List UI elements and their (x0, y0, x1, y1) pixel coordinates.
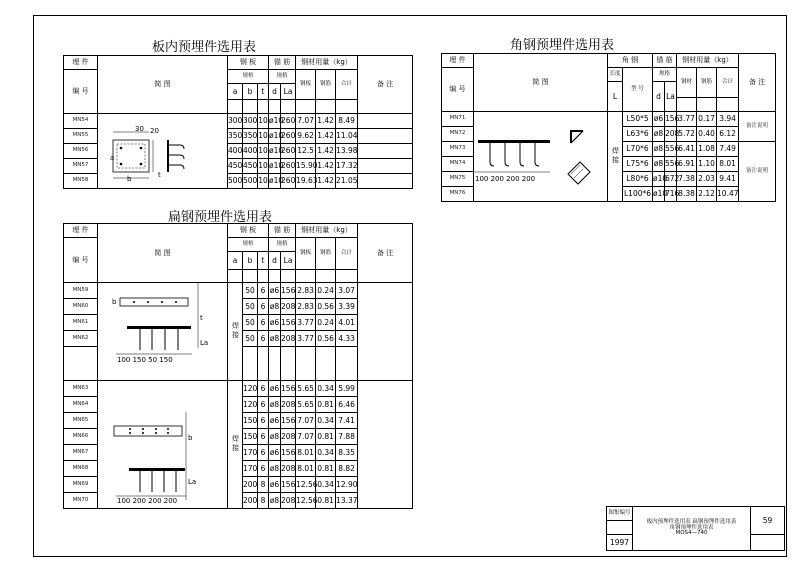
cell-w2: 0.24 (316, 315, 336, 331)
cell-b: 300 (243, 114, 258, 129)
table-row-code (64, 347, 98, 381)
title-block-desc (633, 507, 751, 551)
cell-la: 208 (281, 429, 296, 445)
angle-header-diagram: 简 图 (474, 54, 608, 112)
cell-t: 6 (258, 461, 269, 477)
plate-table-title: 板内预埋件选用表 (152, 40, 257, 55)
cell-w2: 0.34 (316, 413, 336, 429)
flat-header-w1: 钢板 (296, 238, 316, 270)
cell-w3: 11.04 (336, 129, 358, 144)
cell-w2: 1.42 (316, 174, 336, 189)
cell-t: 6 (258, 315, 269, 331)
dim-a-label: a (110, 154, 115, 162)
angle-header-w1: 钢材 (677, 68, 697, 98)
cell-la: 260 (281, 129, 296, 144)
flat-header-d: d (269, 252, 281, 270)
dim-b-label: b (188, 434, 193, 442)
cell-w1: 3.77 (296, 331, 316, 347)
table-row-code: MN59 (64, 283, 98, 299)
flat-header-anchor: 锚 筋 (269, 224, 296, 238)
cell-w2: 1.42 (316, 159, 336, 174)
cell-note (358, 144, 413, 159)
cell-w3: 8.35 (336, 445, 358, 461)
cell-t: 6 (258, 397, 269, 413)
angle-header-plate: 角 钢 (608, 54, 653, 68)
plate-header-a: a (228, 84, 243, 100)
cell-w2: 1.42 (316, 144, 336, 159)
plate-header-w1: 钢板 (296, 70, 316, 100)
cell-b: 120 (243, 381, 258, 397)
cell-t: 6 (258, 283, 269, 299)
cell-la: 260 (281, 114, 296, 129)
cell-d: ø8 (653, 142, 665, 157)
flat-table-title: 扁钢预埋件选用表 (168, 210, 273, 225)
cell-b: 150 (243, 413, 258, 429)
table-row-code: MN60 (64, 299, 98, 315)
table-row-code: MN56 (64, 144, 98, 159)
cell-w1: 7.07 (296, 114, 316, 129)
cell-w3: 12.90 (336, 477, 358, 493)
cell-w1: 5.72 (677, 127, 697, 142)
cell-la: 556 (665, 157, 677, 172)
angle-header-no: 编 号 (442, 68, 474, 112)
dim-b-label: b (127, 175, 132, 183)
flat-header-spec2: 规格 (269, 238, 296, 252)
cell-w2: 0.81 (316, 397, 336, 413)
cell-w1: 12.5 (296, 144, 316, 159)
cell-note (358, 159, 413, 174)
flat-header-t: t (258, 252, 269, 270)
cell-w2: 1.42 (316, 129, 336, 144)
cell-w1: 7.07 (296, 429, 316, 445)
weld-note-text: 焊接 (231, 321, 240, 340)
angle-header-weight: 钢材用量（kg） (677, 54, 739, 68)
cell-w3: 10.47 (717, 187, 739, 202)
cell-b: 50 (243, 331, 258, 347)
flat-header-spec: 规格 (228, 238, 269, 252)
cell-w2: 0.34 (316, 381, 336, 397)
angle-header-d: d (653, 82, 665, 112)
cell-la: 156 (281, 413, 296, 429)
cell-t: 10 (258, 114, 269, 129)
cell-d: ø10 (269, 174, 281, 189)
table-row-code: MN55 (64, 129, 98, 144)
cell-b: 50 (243, 283, 258, 299)
cell-la: 208 (281, 299, 296, 315)
cell-b: 170 (243, 461, 258, 477)
cell-w1: 9.62 (296, 129, 316, 144)
cell-t: 10 (258, 159, 269, 174)
flat-side-note-bot (228, 381, 243, 509)
cell-w1: 6.41 (677, 142, 697, 157)
plate-diagram-cell (98, 114, 228, 189)
cell-w3: 7.88 (336, 429, 358, 445)
cell-t: 6 (258, 413, 269, 429)
flat-diagram-top-cell (98, 283, 228, 381)
cell-w1: 5.65 (296, 381, 316, 397)
table-row-code: MN70 (64, 493, 98, 509)
title-block-label: 图集编号 (607, 507, 633, 521)
flat-header-part: 埋 件 (64, 224, 98, 238)
cell-w2: 0.24 (316, 283, 336, 299)
flat-header-note: 备 注 (358, 224, 413, 283)
cell-note: 备注说明 (739, 112, 776, 142)
cell-w3: 3.07 (336, 283, 358, 299)
cell-w3: 8.82 (336, 461, 358, 477)
cell-d: ø6 (269, 445, 281, 461)
table-row-code: MN68 (64, 461, 98, 477)
cell-d: ø10 (653, 172, 665, 187)
cell-a: 400 (228, 144, 243, 159)
cell-w2: 0.34 (316, 445, 336, 461)
dim-30-label: 30 (135, 125, 144, 133)
cell-d: ø8 (653, 127, 665, 142)
cell-b: 170 (243, 445, 258, 461)
table-row-code: MN71 (442, 112, 474, 127)
cell-d: ø10 (653, 187, 665, 202)
plate-header-t: t (258, 84, 269, 100)
cell-b: 450 (243, 159, 258, 174)
table-row-code: MN74 (442, 157, 474, 172)
cell-w3: 8.49 (336, 114, 358, 129)
cell-w3: 3.94 (717, 112, 739, 127)
cell-a: 450 (228, 159, 243, 174)
flat-table (63, 223, 413, 509)
table-row-code: MN62 (64, 331, 98, 347)
flat-header-a: a (228, 252, 243, 270)
cell-w2: 0.81 (316, 429, 336, 445)
dim-20-label: 20 (150, 127, 159, 135)
cell-la: 156 (281, 315, 296, 331)
title-block-code: MOS4—740 (675, 530, 708, 537)
cell-b: 350 (243, 129, 258, 144)
angle-header-w2: 钢筋 (697, 68, 717, 98)
plate-header-b: b (243, 84, 258, 100)
table-row-code: MN66 (64, 429, 98, 445)
cell-d: ø8 (269, 461, 281, 477)
cell-la: 208 (281, 493, 296, 509)
angle-header-type: 型 号 (623, 68, 653, 112)
cell-note: 备注说明 (739, 142, 776, 202)
cell-note (358, 283, 413, 381)
angle-table (441, 53, 776, 202)
angle-header-len: 长度 (608, 68, 623, 82)
cell-la: 260 (281, 159, 296, 174)
weld-note-text: 焊接 (611, 146, 620, 165)
cell-w3: 5.99 (336, 381, 358, 397)
cell-w2: 1.08 (697, 142, 717, 157)
cell-d: ø6 (269, 413, 281, 429)
cell-t: 6 (258, 381, 269, 397)
cell-w1: 8.38 (677, 187, 697, 202)
cell-t: 8 (258, 477, 269, 493)
angle-header-part: 埋 件 (442, 54, 474, 68)
cell-d: ø6 (269, 477, 281, 493)
cell-b: 150 (243, 429, 258, 445)
plate-header-diagram: 简 图 (98, 56, 228, 114)
cell-w1: 15.90 (296, 159, 316, 174)
cell-w3: 13.37 (336, 493, 358, 509)
angle-diagram-cell (474, 112, 608, 202)
cell-w3: 6.12 (717, 127, 739, 142)
cell-w2: 0.34 (316, 477, 336, 493)
cell-w3: 4.33 (336, 331, 358, 347)
angle-header-l: L (608, 82, 623, 112)
cell-w1: 8.01 (296, 461, 316, 477)
cell-w3: 4.01 (336, 315, 358, 331)
angle-table-title: 角钢预埋件选用表 (510, 38, 615, 53)
cell-la: 156 (281, 477, 296, 493)
plate-header-w2: 钢筋 (316, 70, 336, 100)
cell-t: 6 (258, 331, 269, 347)
table-row-code: MN58 (64, 174, 98, 189)
cell-d: ø10 (269, 114, 281, 129)
cell-w2: 0.81 (316, 461, 336, 477)
flat-header-w3: 合计 (336, 238, 358, 270)
cell-w2: 2.03 (697, 172, 717, 187)
cell-d: ø8 (653, 157, 665, 172)
cell-d: ø6 (653, 112, 665, 127)
cell-la: 208 (665, 127, 677, 142)
cell-la: 208 (281, 397, 296, 413)
dim-t-label: t (158, 171, 161, 179)
dim-spacing-label: 100 200 200 200 (117, 497, 178, 505)
cell-d: ø8 (269, 397, 281, 413)
angle-side-note (608, 112, 623, 202)
flat-header-b: b (243, 252, 258, 270)
dim-spacing-label: 100 200 200 200 (475, 175, 536, 183)
table-row-code: MN75 (442, 172, 474, 187)
cell-b: 120 (243, 397, 258, 413)
plate-header-spec2: 规格 (269, 70, 296, 84)
flat-side-note-top (228, 283, 243, 381)
table-row-code: MN64 (64, 397, 98, 413)
cell-la: 208 (281, 461, 296, 477)
cell-b: 200 (243, 493, 258, 509)
cell-w3: 7.49 (717, 142, 739, 157)
plate-header-note: 备 注 (358, 56, 413, 114)
cell-w2: 0.40 (697, 127, 717, 142)
cell-type: L80*6 (623, 172, 653, 187)
dim-spacing-label: 100 150 50 150 (117, 356, 173, 364)
title-block-page: 59 (751, 507, 785, 535)
cell-t: 10 (258, 144, 269, 159)
cell-a: 350 (228, 129, 243, 144)
cell-w1: 12.56 (296, 477, 316, 493)
cell-t: 8 (258, 493, 269, 509)
cell-b: 50 (243, 299, 258, 315)
title-block-line1: 板内预埋件选用表 扁钢预埋件选用表 (646, 519, 737, 526)
cell-a: 500 (228, 174, 243, 189)
cell-w1: 6.91 (677, 157, 697, 172)
cell-w1: 3.77 (677, 112, 697, 127)
plate-header-anchor: 锚 筋 (269, 56, 296, 70)
cell-d: ø10 (269, 144, 281, 159)
dim-t-label: t (200, 314, 203, 322)
plate-header-la: La (281, 84, 296, 100)
cell-t: 6 (258, 445, 269, 461)
title-block (606, 506, 785, 551)
cell-d: ø8 (269, 493, 281, 509)
cell-w1: 3.77 (296, 315, 316, 331)
table-row-code: MN76 (442, 187, 474, 202)
plate-header-d: d (269, 84, 281, 100)
cell-w2: 0.56 (316, 299, 336, 315)
flat-header-plate: 钢 板 (228, 224, 269, 238)
cell-la: 260 (281, 174, 296, 189)
angle-header-anchor: 锚 筋 (653, 54, 677, 68)
title-block-year: 1997 (607, 535, 633, 551)
cell-b: 200 (243, 477, 258, 493)
dim-la-label: La (200, 339, 209, 347)
cell-w1: 8.01 (296, 445, 316, 461)
cell-w2: 0.56 (316, 331, 336, 347)
cell-w3: 3.39 (336, 299, 358, 315)
cell-w1: 2.83 (296, 283, 316, 299)
dim-la-label: La (188, 478, 197, 486)
flat-header-w2: 钢筋 (316, 238, 336, 270)
cell-type: L50*5 (623, 112, 653, 127)
cell-t: 10 (258, 174, 269, 189)
cell-w3: 6.46 (336, 397, 358, 413)
table-row-code: MN67 (64, 445, 98, 461)
cell-w3: 17.32 (336, 159, 358, 174)
table-row-code: MN72 (442, 127, 474, 142)
flat-header-diagram: 简 图 (98, 224, 228, 283)
cell-la: 716 (665, 187, 677, 202)
weld-note-text: 焊接 (231, 434, 240, 453)
cell-w3: 21.05 (336, 174, 358, 189)
cell-b: 400 (243, 144, 258, 159)
cell-w1: 5.65 (296, 397, 316, 413)
cell-w1: 19.63 (296, 174, 316, 189)
cell-note (358, 114, 413, 129)
table-row-code: MN61 (64, 315, 98, 331)
cell-note (358, 129, 413, 144)
flat-header-weight: 钢材用量（kg） (296, 224, 358, 238)
cell-w2: 0.81 (316, 493, 336, 509)
cell-type: L63*6 (623, 127, 653, 142)
cell-w1: 2.83 (296, 299, 316, 315)
cell-la: 156 (665, 112, 677, 127)
cell-w3: 8.01 (717, 157, 739, 172)
cell-a: 300 (228, 114, 243, 129)
cell-d: ø6 (269, 381, 281, 397)
cell-t: 6 (258, 299, 269, 315)
cell-type: L75*6 (623, 157, 653, 172)
dim-b-label: b (112, 298, 117, 306)
cell-t: 10 (258, 129, 269, 144)
table-row-code: MN57 (64, 159, 98, 174)
angle-header-spec: 规格 (653, 68, 677, 82)
cell-w2: 1.42 (316, 114, 336, 129)
angle-header-w3: 合计 (717, 68, 739, 98)
cell-w3: 13.98 (336, 144, 358, 159)
cell-la: 156 (281, 381, 296, 397)
plate-header-spec: 规格 (228, 70, 269, 84)
plate-header-part: 埋 件 (64, 56, 98, 70)
table-row-code: MN54 (64, 114, 98, 129)
cell-d: ø8 (269, 299, 281, 315)
cell-d: ø8 (269, 429, 281, 445)
table-row-code: MN65 (64, 413, 98, 429)
cell-note (358, 381, 413, 509)
flat-header-la: La (281, 252, 296, 270)
cell-la: 156 (281, 283, 296, 299)
cell-b: 50 (243, 315, 258, 331)
plate-header-weight: 钢材用量（kg） (296, 56, 358, 70)
angle-header-la: La (665, 82, 677, 112)
flat-diagram-bot-cell (98, 381, 228, 509)
cell-la: 556 (665, 142, 677, 157)
plate-header-w3: 合计 (336, 70, 358, 100)
cell-t: 6 (258, 429, 269, 445)
title-block-line2: 角钢预埋件选用表 (669, 524, 714, 531)
cell-note (358, 174, 413, 189)
cell-type: L100*6 (623, 187, 653, 202)
cell-w1: 7.38 (677, 172, 697, 187)
cell-d: ø6 (269, 315, 281, 331)
table-row-code: MN73 (442, 142, 474, 157)
angle-header-note: 备 注 (739, 54, 776, 112)
plate-table (63, 55, 413, 189)
cell-w1: 7.07 (296, 413, 316, 429)
cell-w3: 7.41 (336, 413, 358, 429)
plate-header-plate: 钢 板 (228, 56, 269, 70)
cell-la: 260 (281, 144, 296, 159)
cell-la: 672 (665, 172, 677, 187)
cell-w1: 12.56 (296, 493, 316, 509)
plate-header-no: 编 号 (64, 70, 98, 114)
cell-w2: 1.10 (697, 157, 717, 172)
flat-header-no: 编 号 (64, 238, 98, 283)
cell-d: ø8 (269, 331, 281, 347)
cell-la: 208 (281, 331, 296, 347)
cell-b: 500 (243, 174, 258, 189)
cell-d: ø6 (269, 283, 281, 299)
cell-d: ø10 (269, 159, 281, 174)
cell-w2: 2.12 (697, 187, 717, 202)
table-row-code: MN63 (64, 381, 98, 397)
table-row-code: MN69 (64, 477, 98, 493)
cell-w2: 0.17 (697, 112, 717, 127)
cell-w3: 9.41 (717, 172, 739, 187)
cell-type: L70*6 (623, 142, 653, 157)
cell-la: 156 (281, 445, 296, 461)
cell-d: ø10 (269, 129, 281, 144)
